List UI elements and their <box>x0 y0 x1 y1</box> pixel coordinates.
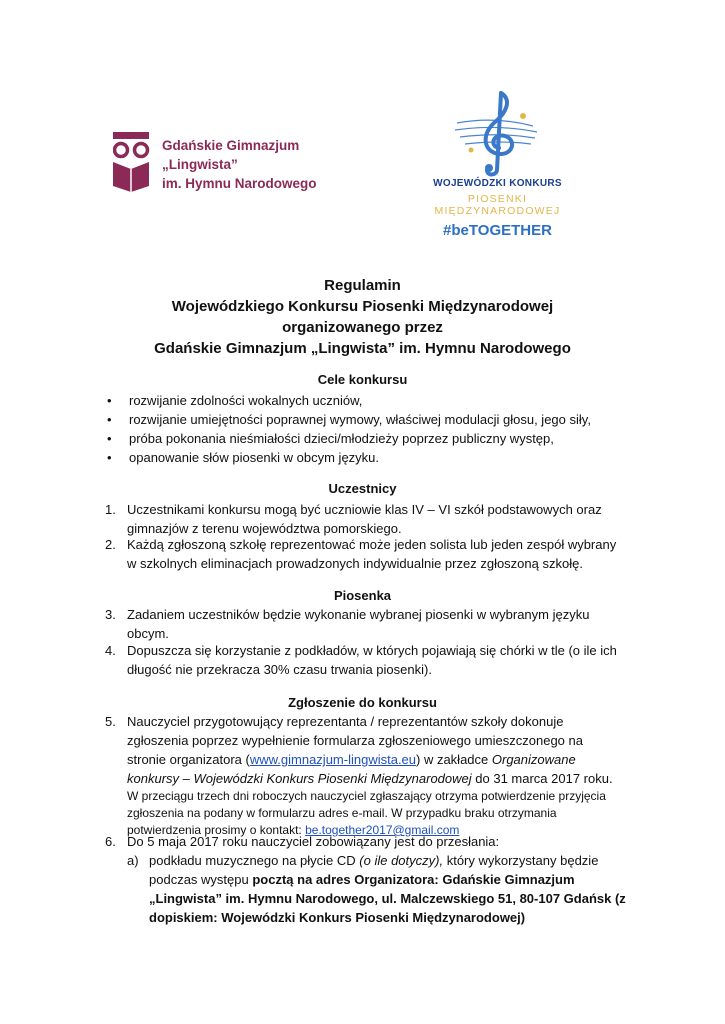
item-line <box>149 889 647 908</box>
item-number: 2. <box>105 537 116 552</box>
item-line: Zadaniem uczestników będzie wykonanie wybranej piosenki w wybranym języku <box>127 607 590 622</box>
text-fragment: który wykorzystany będzie <box>443 853 599 868</box>
italic-fragment: konkursy – Wojewódzki Konkurs Piosenki Międzynarodowej <box>127 771 472 786</box>
contest-title-miedzynarodowej: MIĘDZYNARODOWEJ <box>434 205 561 217</box>
item-note-line: W przeciągu trzech dni roboczych nauczyciel zgłaszający otrzyma potwierdzenie przyjęcia <box>127 789 606 803</box>
item-line <box>127 750 650 769</box>
sub-item-a <box>127 851 647 927</box>
title-line2: Wojewódzkiego Konkursu Piosenki Międzynarodowej <box>171 298 554 315</box>
school-name-line1: Gdańskie Gimnazjum <box>162 138 300 153</box>
contest-hashtag: #beTOGETHER <box>443 222 552 239</box>
list-item: • rozwijanie zdolności wokalnych uczniów, <box>105 391 591 410</box>
item-number: 1. <box>105 502 116 517</box>
title-line3: organizowanego przez <box>282 319 443 336</box>
numbered-item-3 <box>105 605 650 643</box>
contest-title-piosenki: PIOSENKI <box>467 193 528 205</box>
email-link[interactable]: be.together2017@gmail.com <box>305 823 460 837</box>
numbered-item-2 <box>105 535 650 573</box>
item-number: 4. <box>105 643 116 658</box>
numbered-item-6 <box>105 832 650 851</box>
owl-book-icon <box>113 132 159 194</box>
school-name-line3: im. Hymnu Narodowego <box>162 176 317 191</box>
item-line: Uczestnikami konkursu mogą być uczniowie klas IV – VI szkół podstawowych oraz <box>127 502 602 517</box>
contest-title-line2 <box>415 193 580 217</box>
school-name-line2: „Lingwista” <box>162 157 238 172</box>
numbered-item-5 <box>105 712 650 839</box>
contest-title-line1: WOJEWÓDZKI KONKURS <box>433 178 562 189</box>
item-number: 6. <box>105 834 116 849</box>
item-line: Nauczyciel przygotowujący reprezentanta / reprezentantów szkoły dokonuje <box>127 714 564 729</box>
item-line: Do 5 maja 2017 roku nauczyciel zobowiązany jest do przesłania: <box>127 834 500 849</box>
item-number: 5. <box>105 714 116 729</box>
item-line: w szkolnych eliminacjach prowadzonych indywidualnie przez zgłoszoną szkołę. <box>127 556 583 571</box>
list-item: • rozwijanie umiejętności poprawnej wymowy, właściwej modulacji głosu, jego siły, <box>105 410 591 429</box>
item-line <box>127 769 650 788</box>
item-line: Dopuszcza się korzystanie z podkładów, w których pojawiają się chórki w tle (o ile ich <box>127 643 617 658</box>
bold-fragment: pocztą na adres Organizatora: Gdańskie Gimnazjum <box>252 872 575 887</box>
section-heading-application: Zgłoszenie do konkursu <box>288 695 437 710</box>
goals-list <box>105 391 591 467</box>
sub-item-letter: a) <box>127 853 139 868</box>
text-fragment: ) w zakładce <box>416 752 492 767</box>
list-item: • próba pokonania nieśmiałości dzieci/młodzieży poprzez publiczny występ, <box>105 429 591 448</box>
website-link[interactable]: www.gimnazjum-lingwista.eu <box>249 752 417 767</box>
text-fragment: potwierdzenia prosimy o kontakt: <box>127 823 306 837</box>
text-fragment: podkładu muzycznego na płycie CD <box>149 853 360 868</box>
item-line: zgłoszenia poprzez wypełnienie formularza zgłoszeniowego umieszczonego na <box>127 733 583 748</box>
text-fragment: podczas występu <box>149 872 253 887</box>
section-heading-goals: Cele konkursu <box>317 372 408 387</box>
bold-fragment: dopiskiem: Wojewódzki Konkurs Piosenki Międzynarodowej) <box>149 910 526 925</box>
item-line: długość nie przekracza 30% czasu trwania piosenki). <box>127 662 432 677</box>
numbered-item-1 <box>105 500 650 538</box>
item-line <box>149 870 647 889</box>
section-heading-song: Piosenka <box>333 588 392 603</box>
title-line1: Regulamin <box>324 277 401 294</box>
item-line <box>149 851 647 870</box>
list-item: • opanowanie słów piosenki w obcym języku. <box>105 448 591 467</box>
italic-fragment: Organizowane <box>491 752 576 767</box>
school-name <box>162 136 317 193</box>
contest-logo <box>415 88 580 243</box>
item-number: 3. <box>105 607 116 622</box>
item-line: Każdą zgłoszoną szkołę reprezentować może jeden solista lub jeden zespół wybrany <box>127 537 617 552</box>
italic-fragment: (o ile dotyczy), <box>359 853 444 868</box>
text-fragment: stronie organizatora ( <box>127 752 250 767</box>
numbered-item-4 <box>105 641 650 679</box>
item-line: gimnazjów z terenu województwa pomorskiego. <box>127 521 402 536</box>
item-line <box>149 908 647 927</box>
bold-fragment: „Lingwista” im. Hymnu Narodowego, ul. Malczewskiego 51, 80-107 Gdańsk (z <box>149 891 626 906</box>
section-heading-participants: Uczestnicy <box>328 481 397 496</box>
item-note-line: zgłoszenia na podany w formularzu adres e-mail. W przypadku braku otrzymania <box>127 806 557 820</box>
title-line4: Gdańskie Gimnazjum „Lingwista” im. Hymnu Narodowego <box>154 340 571 357</box>
treble-clef-icon <box>415 88 580 178</box>
page-title <box>0 275 725 359</box>
item-line: obcym. <box>127 626 169 641</box>
text-fragment: do 31 marca 2017 roku. <box>471 771 613 786</box>
